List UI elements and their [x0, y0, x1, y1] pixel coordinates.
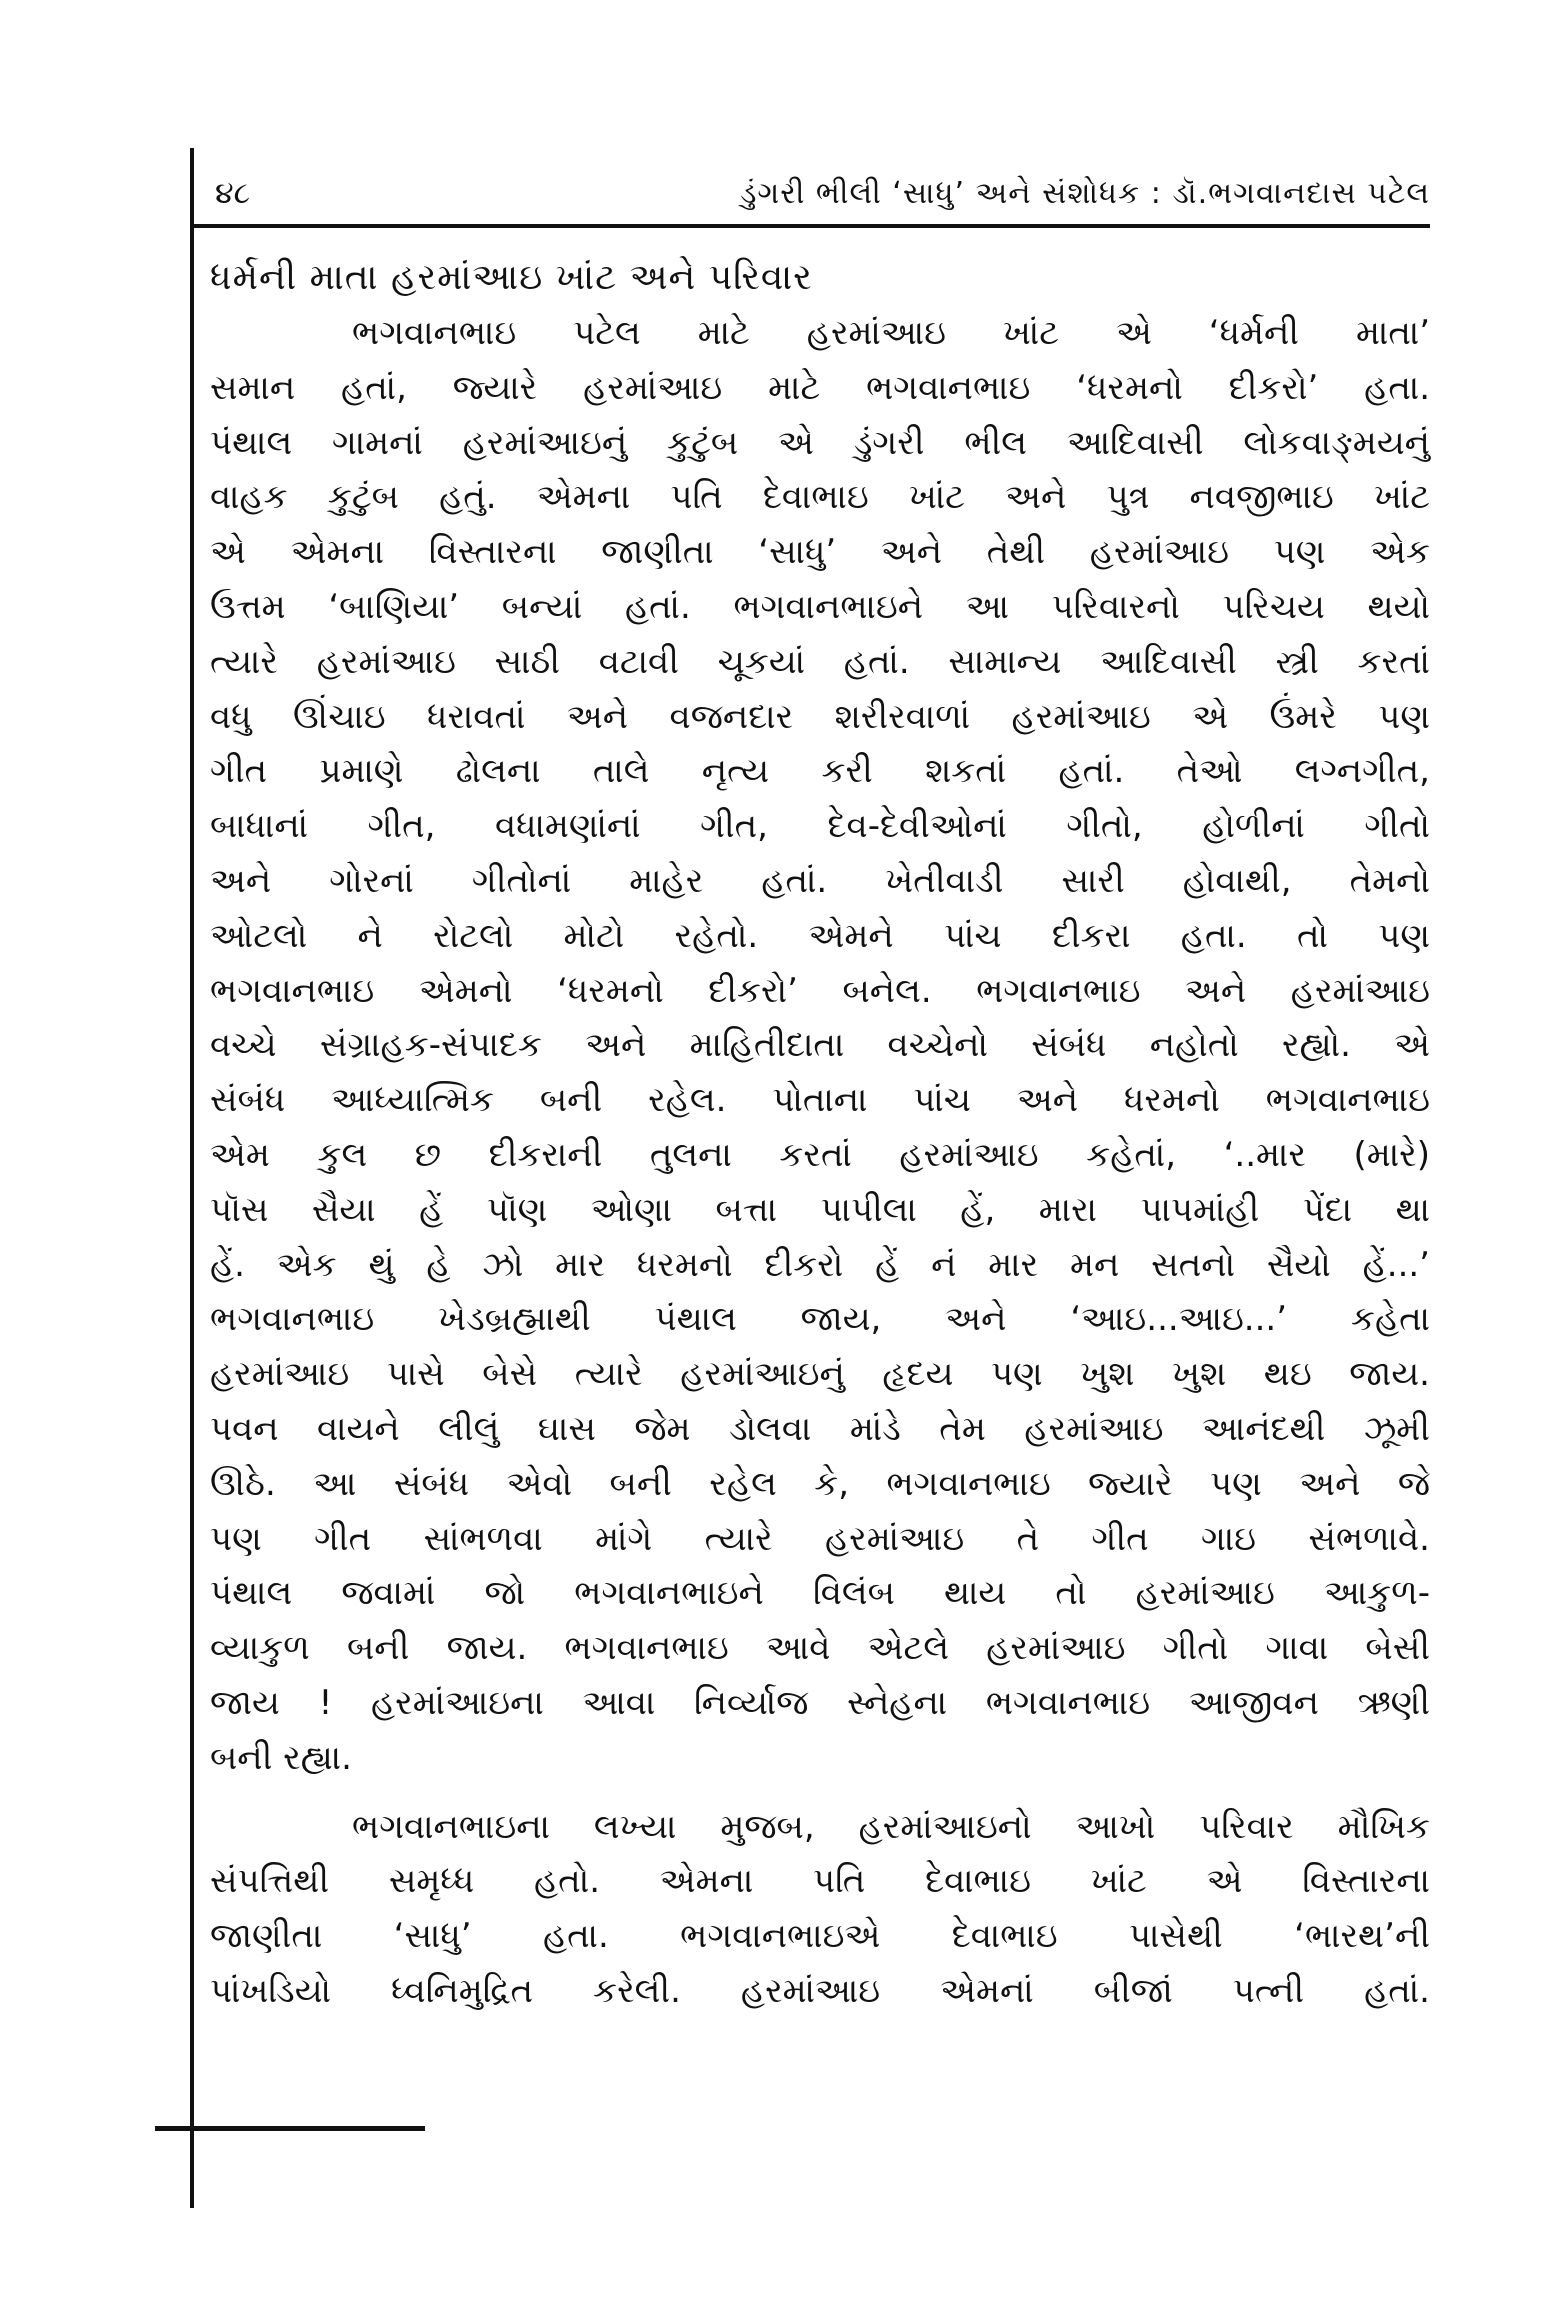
- paragraph-line: પવન વાયને લીલું ઘાસ જેમ ડોલવા માંડે તેમ હરમાંઆઇ આનંદથી ઝૂમી: [210, 1408, 1430, 1449]
- paragraph-line: સંબંધ આધ્યાત્મિક બની રહેલ. પોતાના પાંચ અને ધરમનો ભગવાનભાઇ: [210, 1080, 1430, 1121]
- paragraph-line: વાહક કુટુંબ હતું. એમના પતિ દેવાભાઇ ખાંટ અને પુત્ર નવજીભાઇ ખાંટ: [210, 477, 1430, 518]
- running-title: ડુંગરી ભીલી ‘સાધુ’ અને સંશોધક : ડૉ.ભગવાનદાસ પટેલ: [739, 175, 1430, 211]
- paragraph-line: ભગવાનભાઇના લખ્યા મુજબ, હરમાંઆઇનો આખો પરિવાર મૌખિક: [352, 1806, 1430, 1847]
- paragraph-line: ગીત પ્રમાણે ઢોલના તાલે નૃત્ય કરી શકતાં હતાં. તેઓ લગ્નગીત,: [210, 751, 1430, 792]
- paragraph-line: ત્યારે હરમાંઆઇ સાઠી વટાવી ચૂકયાં હતાં. સામાન્ય આદિવાસી સ્ત્રી કરતાં: [210, 641, 1430, 682]
- paragraph-line: એ એમના વિસ્તારના જાણીતા ‘સાધુ’ અને તેથી હરમાંઆઇ પણ એક: [210, 532, 1430, 573]
- paragraph-line: બાધાનાં ગીત, વધામણાંનાં ગીત, દેવ-દેવીઓનાં ગીતો, હોળીનાં ગીતો: [210, 806, 1430, 847]
- paragraph-line: સંપત્તિથી સમૃધ્ધ હતો. એમના પતિ દેવાભાઇ ખાંટ એ વિસ્તારના: [210, 1861, 1430, 1902]
- paragraph-line: પંથાલ જવામાં જો ભગવાનભાઇને વિલંબ થાય તો હરમાંઆઇ આકુળ-: [210, 1573, 1430, 1614]
- paragraph-line: ઊઠે. આ સંબંધ એવો બની રહેલ કે, ભગવાનભાઇ જ્યારે પણ અને જે: [210, 1463, 1430, 1504]
- footer-rule: [155, 2126, 425, 2131]
- paragraph-line: પણ ગીત સાંભળવા માંગે ત્યારે હરમાંઆઇ તે ગીત ગાઇ સંભળાવે.: [210, 1518, 1430, 1559]
- paragraph-1: [210, 306, 1430, 1786]
- paragraph-line: ભગવાનભાઇ ખેડબ્રહ્માથી પંથાલ જાય, અને ‘આઇ...આઇ...’ કહેતા: [210, 1299, 1430, 1340]
- paragraph-line: વ્યાકુળ બની જાય. ભગવાનભાઇ આવે એટલે હરમાંઆઇ ગીતો ગાવા બેસી: [210, 1628, 1430, 1669]
- page-header: [210, 168, 1430, 218]
- paragraph-line: જાય ! હરમાંઆઇના આવા નિર્વ્યાજ સ્નેહના ભગવાનભાઇ આજીવન ઋણી: [210, 1682, 1430, 1723]
- paragraph-line: પાંખડિયો ધ્વનિમુદ્રિત કરેલી. હરમાંઆઇ એમનાં બીજાં પત્ની હતાં.: [210, 1970, 1430, 2011]
- page-body: [210, 250, 1430, 2019]
- paragraph-line: હેં. એક થું હે ઝો માર ધરમનો દીકરો હેં નં માર મન સતનો સૈયો હેં...’: [210, 1244, 1430, 1285]
- paragraph-line: ઉત્તમ ‘બાણિયા’ બન્યાં હતાં. ભગવાનભાઇને આ પરિવારનો પરિચય થયો: [210, 586, 1430, 627]
- paragraph-line: સમાન હતાં, જ્યારે હરમાંઆઇ માટે ભગવાનભાઇ ‘ધરમનો દીકરો’ હતા.: [210, 367, 1430, 408]
- paragraph-line: એમ કુલ છ દીકરાની તુલના કરતાં હરમાંઆઇ કહેતાં, ‘..માર (મારે): [210, 1134, 1430, 1175]
- paragraph-line: બની રહ્યા.: [210, 1737, 352, 1778]
- paragraph-line: પંથાલ ગામનાં હરમાંઆઇનું કુટુંબ એ ડુંગરી ભીલ આદિવાસી લોકવાઙ્મયનું: [210, 422, 1430, 463]
- paragraph-spacer: [210, 1786, 1430, 1800]
- header-rule: [190, 224, 1430, 228]
- paragraph-line: ભગવાનભાઇ એમનો ‘ધરમનો દીકરો’ બનેલ. ભગવાનભાઇ અને હરમાંઆઇ: [210, 970, 1430, 1011]
- paragraph-line: વચ્ચે સંગ્રાહક-સંપાદક અને માહિતીદાતા વચ્ચેનો સંબંધ નહોતો રહ્યો. એ: [210, 1025, 1430, 1066]
- paragraph-line: જાણીતા ‘સાધુ’ હતા. ભગવાનભાઇએ દેવાભાઇ પાસેથી ‘ભારથ’ની: [210, 1916, 1430, 1957]
- page-number: ૪૮: [215, 175, 251, 211]
- paragraph-line: ઓટલો ને રોટલો મોટો રહેતો. એમને પાંચ દીકરા હતા. તો પણ: [210, 915, 1430, 956]
- paragraph-line: ભગવાનભાઇ પટેલ માટે હરમાંઆઇ ખાંટ એ ‘ધર્મની માતા’: [352, 313, 1430, 353]
- paragraph-2: [210, 1800, 1430, 2019]
- paragraph-line: હરમાંઆઇ પાસે બેસે ત્યારે હરમાંઆઇનું હૃદય પણ ખુશ ખુશ થઇ જાય.: [210, 1354, 1430, 1395]
- paragraph-line: વધુ ઊંચાઇ ધરાવતાં અને વજનદાર શરીરવાળાં હરમાંઆઇ એ ઉંમરે પણ: [210, 696, 1430, 737]
- paragraph-line: અને ગોરનાં ગીતોનાં માહેર હતાં. ખેતીવાડી સારી હોવાથી, તેમનો: [210, 860, 1430, 901]
- section-heading: ધર્મની માતા હરમાંઆઇ ખાંટ અને પરિવાર: [210, 257, 813, 298]
- paragraph-line: પૉસ સૈયા હેં પૉણ ઓણા બત્તા પાપીલા હેં, મારા પાપમાંહી પેંદા થા: [210, 1189, 1430, 1230]
- left-margin-rule: [190, 148, 194, 2208]
